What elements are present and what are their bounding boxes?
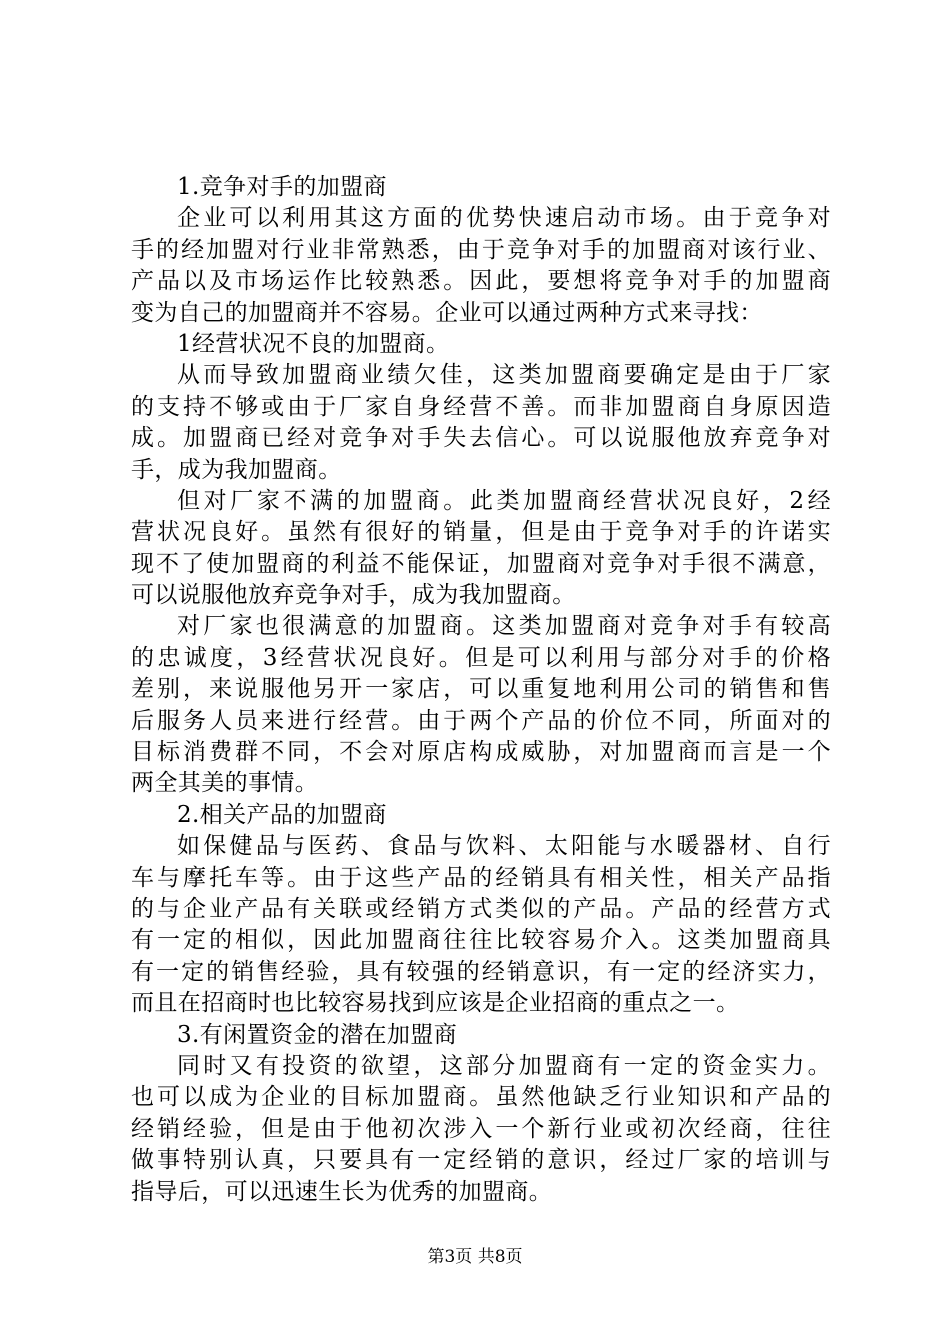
- text-line: 可以说服他放弃竞争对手，成为我加盟商。: [131, 582, 576, 609]
- text-line: 1经营状况不良的加盟商。: [177, 330, 450, 357]
- text-line: 2.相关产品的加盟商: [177, 801, 387, 828]
- heading-idle-capital: [131, 1020, 831, 1051]
- text-line: 3.有闲置资金的潜在加盟商: [177, 1021, 458, 1048]
- text-line: 指导后，可以迅速生长为优秀的加盟商。: [131, 1178, 553, 1205]
- text-line: 同时又有投资的欲望，这部分加盟商有一定的资金实力。: [177, 1052, 831, 1079]
- text-line: 也可以成为企业的目标加盟商。虽然他缺乏行业知识和产品的: [131, 1084, 831, 1111]
- text-line: 对厂家也很满意的加盟商。这类加盟商对竞争对手有较高: [177, 613, 831, 640]
- text-line: 经销经验，但是由于他初次涉入一个新行业或初次经商，往往: [131, 1115, 831, 1142]
- text-line: 从而导致加盟商业绩欠佳，这类加盟商要确定是由于厂家: [177, 362, 831, 389]
- text-line: 车与摩托车等。由于这些产品的经销具有相关性，相关产品指: [131, 864, 831, 891]
- text-line: 营状况良好。虽然有很好的销量，但是由于竞争对手的许诺实: [131, 519, 831, 546]
- paragraph-5: [131, 831, 831, 1019]
- text-line: 两全其美的事情。: [131, 770, 319, 797]
- text-line: 有一定的销售经验，具有较强的经销意识，有一定的经济实力，: [131, 958, 831, 985]
- heading-competitor-franchisee: [131, 172, 831, 203]
- text-line: 企业可以利用其这方面的优势快速启动市场。由于竞争对: [177, 205, 831, 232]
- text-line: 目标消费群不同，不会对原店构成威胁，对加盟商而言是一个: [131, 739, 831, 766]
- paragraph-1: [131, 203, 831, 329]
- text-line: 但对厂家不满的加盟商。此类加盟商经营状况良好，2经: [177, 487, 831, 514]
- subheading-1: [131, 329, 831, 360]
- text-line: 变为自己的加盟商并不容易。企业可以通过两种方式来寻找：: [131, 299, 763, 326]
- text-line: 手，成为我加盟商。: [131, 456, 342, 483]
- text-line: 后服务人员来进行经营。由于两个产品的价位不同，所面对的: [131, 707, 831, 734]
- text-line: 现不了使加盟商的利益不能保证，加盟商对竞争对手很不满意，: [131, 550, 831, 577]
- paragraph-3: [131, 486, 831, 612]
- paragraph-6: [131, 1051, 831, 1208]
- text-line: 的忠诚度，3经营状况良好。但是可以利用与部分对手的价格: [131, 644, 831, 671]
- text-line: 如保健品与医药、食品与饮料、太阳能与水暖器材、自行: [177, 833, 831, 860]
- paragraph-2: [131, 360, 831, 486]
- text-line: 手的经加盟对行业非常熟悉，由于竞争对手的加盟商对该行业、: [131, 236, 831, 263]
- text-line: 产品以及市场运作比较熟悉。因此，要想将竞争对手的加盟商: [131, 268, 831, 295]
- heading-related-products: [131, 800, 831, 831]
- document-body: [131, 172, 831, 1208]
- text-line: 做事特别认真，只要具有一定经销的意识，经过厂家的培训与: [131, 1147, 831, 1174]
- text-line: 的支持不够或由于厂家自身经营不善。而非加盟商自身原因造: [131, 393, 831, 420]
- paragraph-4: [131, 611, 831, 799]
- text-line: 有一定的相似，因此加盟商往往比较容易介入。这类加盟商具: [131, 927, 831, 954]
- text-line: 成。加盟商已经对竞争对手失去信心。可以说服他放弃竞争对: [131, 425, 831, 452]
- text-line: 1.竞争对手的加盟商: [177, 174, 387, 200]
- page-footer: 第3页 共8页: [427, 1247, 523, 1267]
- text-line: 而且在招商时也比较容易找到应该是企业招商的重点之一。: [131, 990, 740, 1017]
- text-line: 差别，来说服他另开一家店，可以重复地利用公司的销售和售: [131, 676, 831, 703]
- text-line: 的与企业产品有关联或经销方式类似的产品。产品的经营方式: [131, 895, 831, 922]
